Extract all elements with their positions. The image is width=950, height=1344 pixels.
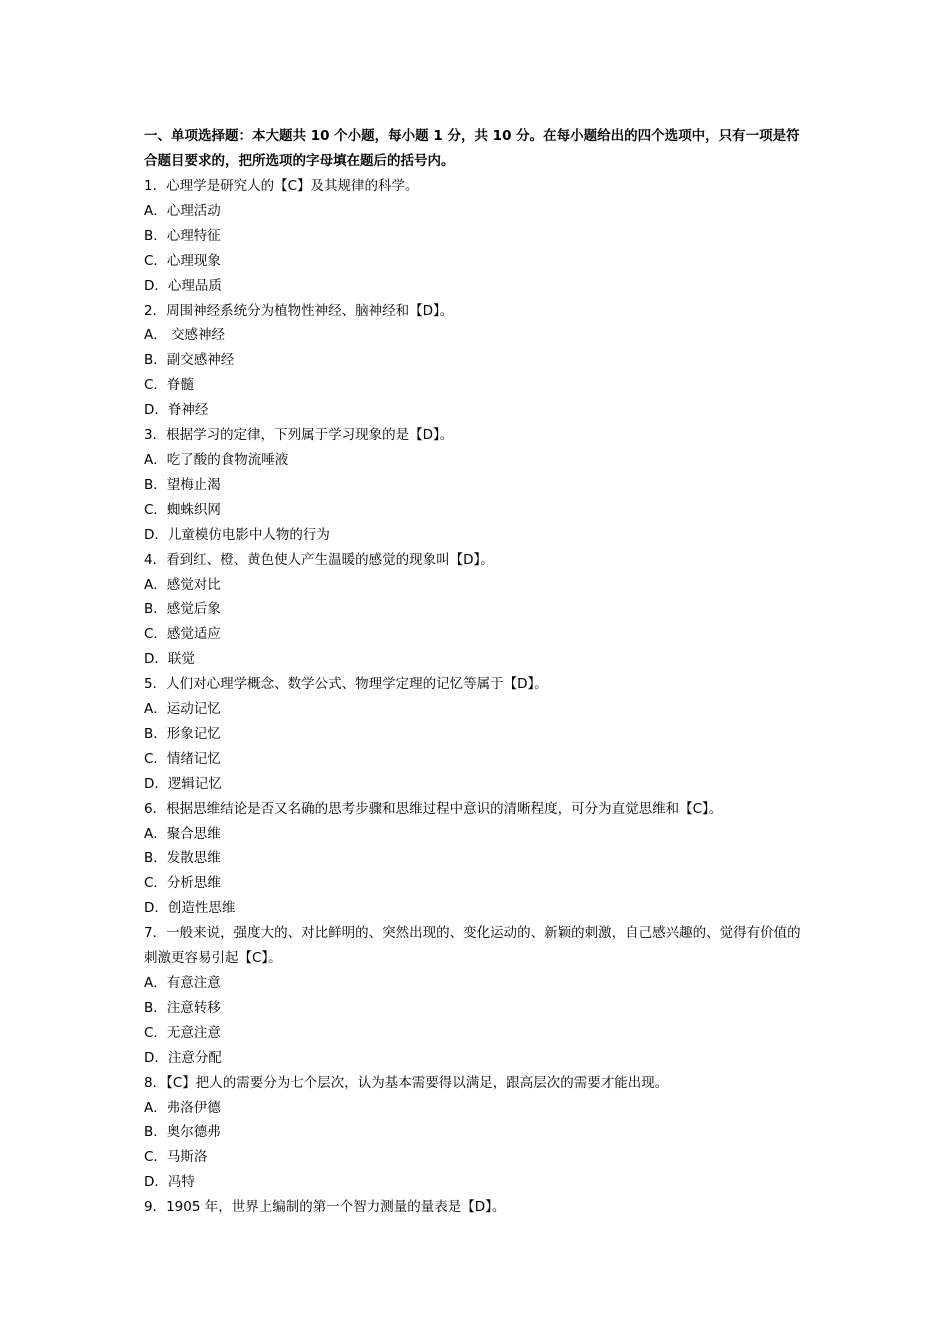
option-c: C．脊髓 [144, 377, 194, 394]
question-1 [144, 174, 812, 299]
option-b: B．心理特征 [144, 227, 221, 244]
question-8 [144, 1071, 812, 1196]
question-4 [144, 548, 812, 673]
option-d: D．创造性思维 [144, 900, 236, 917]
option-c: C．分析思维 [144, 875, 221, 892]
question-stem: 2．周围神经系统分为植物性神经、脑神经和【D】。 [144, 302, 454, 319]
option-d: D．心理品质 [144, 277, 222, 294]
option-d: D．冯特 [144, 1174, 195, 1191]
option-a: A．心理活动 [144, 202, 221, 219]
option-a: A．感觉对比 [144, 576, 221, 593]
question-stem: 9．1905 年，世界上编制的第一个智力测量的量表是【D】。 [144, 1199, 506, 1216]
question-7 [144, 921, 812, 1070]
option-c: C．蜘蛛织网 [144, 501, 221, 518]
option-b: B．望梅止渴 [144, 476, 221, 493]
question-stem: 6．根据思维结论是否又名确的思考步骤和思维过程中意识的清晰程度，可分为直觉思维和【C】。 [144, 800, 723, 817]
option-b: B．副交感神经 [144, 352, 235, 369]
question-stem: 3．根据学习的定律，下列属于学习现象的是【D】。 [144, 427, 454, 444]
option-d: D．逻辑记忆 [144, 775, 222, 792]
option-b: B．感觉后象 [144, 601, 221, 618]
option-c: C．感觉适应 [144, 626, 221, 643]
option-b: B．形象记忆 [144, 725, 221, 742]
question-6 [144, 797, 812, 922]
option-a: A．弗洛伊德 [144, 1099, 221, 1116]
question-stem: 7．一般来说，强度大的、对比鲜明的、突然出现的、变化运动的、新颖的刺激，自己感兴趣的、觉得有价值的刺激更容易引起【C】。 [144, 925, 801, 967]
option-a: A．吃了酸的食物流唾液 [144, 451, 289, 468]
option-b: B．注意转移 [144, 999, 221, 1016]
section-heading: 一、单项选择题：本大题共 10 个小题，每小题 1 分，共 10 分。在每小题给出的四个选项中，只有一项是符合题目要求的，把所选项的字母填在题后的括号内。 [144, 128, 800, 169]
option-d: D．脊神经 [144, 402, 209, 419]
question-9 [144, 1195, 812, 1220]
option-c: C．情绪记忆 [144, 750, 221, 767]
option-b: B．发散思维 [144, 850, 221, 867]
document-page [144, 124, 812, 1220]
option-c: C．心理现象 [144, 252, 221, 269]
option-c: C．马斯洛 [144, 1149, 208, 1166]
question-stem: 1．心理学是研究人的【C】及其规律的科学。 [144, 178, 419, 194]
option-d: D．联觉 [144, 651, 195, 668]
option-b: B．奥尔德弗 [144, 1124, 221, 1141]
option-a: A． 交感神经 [144, 327, 226, 344]
question-3 [144, 423, 812, 548]
question-stem: 4．看到红、橙、黄色使人产生温暖的感觉的现象叫【D】。 [144, 551, 494, 568]
option-d: D．注意分配 [144, 1049, 222, 1066]
option-d: D．儿童模仿电影中人物的行为 [144, 526, 330, 543]
option-c: C．无意注意 [144, 1024, 221, 1041]
question-stem: 5．人们对心理学概念、数学公式、物理学定理的记忆等属于【D】。 [144, 676, 548, 693]
option-a: A．有意注意 [144, 975, 221, 991]
question-2 [144, 299, 812, 424]
option-a: A．聚合思维 [144, 825, 221, 842]
question-5 [144, 672, 812, 797]
option-a: A．运动记忆 [144, 701, 221, 718]
question-stem: 8．【C】把人的需要分为七个层次，认为基本需要得以满足，跟高层次的需要才能出现。 [144, 1074, 669, 1091]
